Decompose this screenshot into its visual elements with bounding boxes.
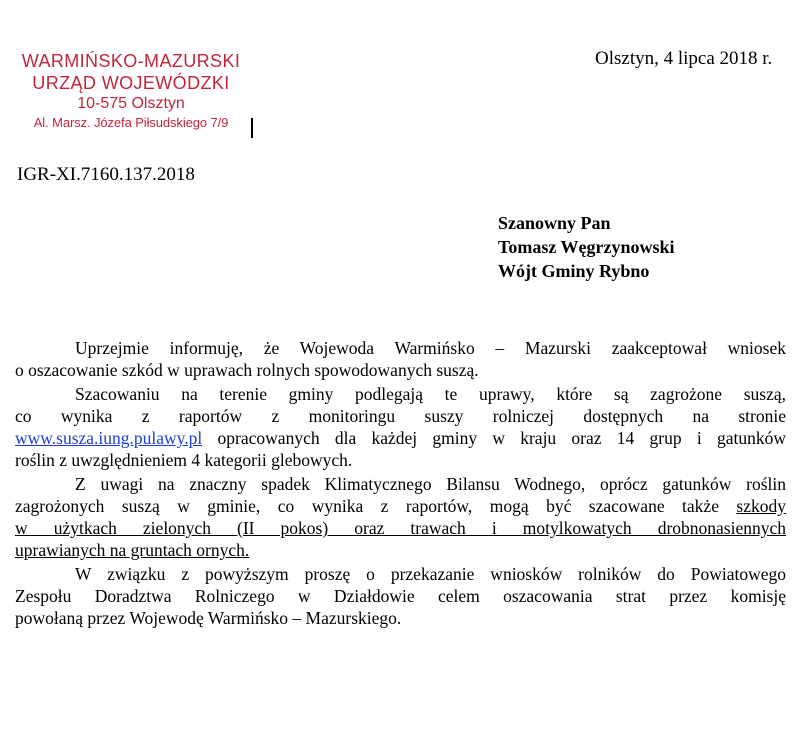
letterhead-line-1: WARMIŃSKO-MAZURSKI (21, 51, 241, 71)
letterhead-postal-city: 10-575 Olsztyn (77, 95, 185, 112)
letterhead-line-2: URZĄD WOJEWÓDZKI (32, 73, 230, 93)
body-paragraph-3 (15, 473, 786, 561)
paragraph-line: roślin z uwzględnieniem 4 kategorii glebowych. (15, 450, 353, 470)
paragraph-line: o oszacowanie szkód w uprawach rolnych spowodowanych suszą. (15, 360, 479, 380)
paragraph-line: powołaną przez Wojewodę Warmińsko – Mazurskiego. (15, 608, 402, 628)
paragraph-line: co wynika z raportów z monitoringu suszy rolniczej dostępnych na stronie (15, 406, 786, 426)
link-followup-text: opracowanych dla każdej gminy w kraju oraz 14 grup i gatunków (202, 428, 786, 448)
recipient-salutation: Szanowny Pan (498, 213, 611, 233)
paragraph-line: W związku z powyższym proszę o przekazanie wniosków rolników do Powiatowego (75, 564, 786, 584)
recipient-block (498, 211, 675, 283)
body-paragraph-2 (15, 383, 786, 471)
underlined-text: szkody (736, 496, 786, 516)
body-paragraph-4 (15, 563, 786, 629)
underlined-line: w użytkach zielonych (II pokos) oraz trawach i motylkowatych drobnonasiennych (15, 518, 786, 538)
recipient-name: Tomasz Węgrzynowski (498, 237, 675, 257)
reference-number: IGR-XI.7160.137.2018 (17, 164, 195, 185)
letter-body (15, 337, 786, 629)
letterhead (16, 50, 246, 132)
drought-monitoring-link[interactable]: www.susza.iung.pulawy.pl (15, 428, 203, 448)
text-cursor (251, 118, 253, 138)
underlined-line-end (15, 539, 786, 561)
paragraph-text: zagrożonych suszą w gminie, co wynika z raportów, mogą być szacowane także (15, 496, 737, 516)
paragraph-line (15, 495, 786, 517)
paragraph-line: Zespołu Doradztwa Rolniczego w Działdowie celem oszacowania strat przez komisję (15, 586, 786, 606)
recipient-title: Wójt Gminy Rybno (498, 261, 650, 281)
letterhead-address: Al. Marsz. Józefa Piłsudskiego 7/9 (33, 115, 229, 130)
paragraph-line: Z uwagi na znaczny spadek Klimatycznego Bilansu Wodnego, oprócz gatunków roślin (75, 474, 786, 494)
underlined-text: uprawianych na gruntach ornych. (15, 540, 250, 560)
letter-date: Olsztyn, 4 lipca 2018 r. (595, 48, 773, 69)
paragraph-line: Uprzejmie informuję, że Wojewoda Warmińsko – Mazurski zaakceptował wniosek (75, 338, 786, 358)
paragraph-line (15, 427, 786, 449)
paragraph-line: Szacowaniu na terenie gminy podlegają te uprawy, które są zagrożone suszą, (75, 384, 786, 404)
body-paragraph-1 (15, 337, 786, 381)
